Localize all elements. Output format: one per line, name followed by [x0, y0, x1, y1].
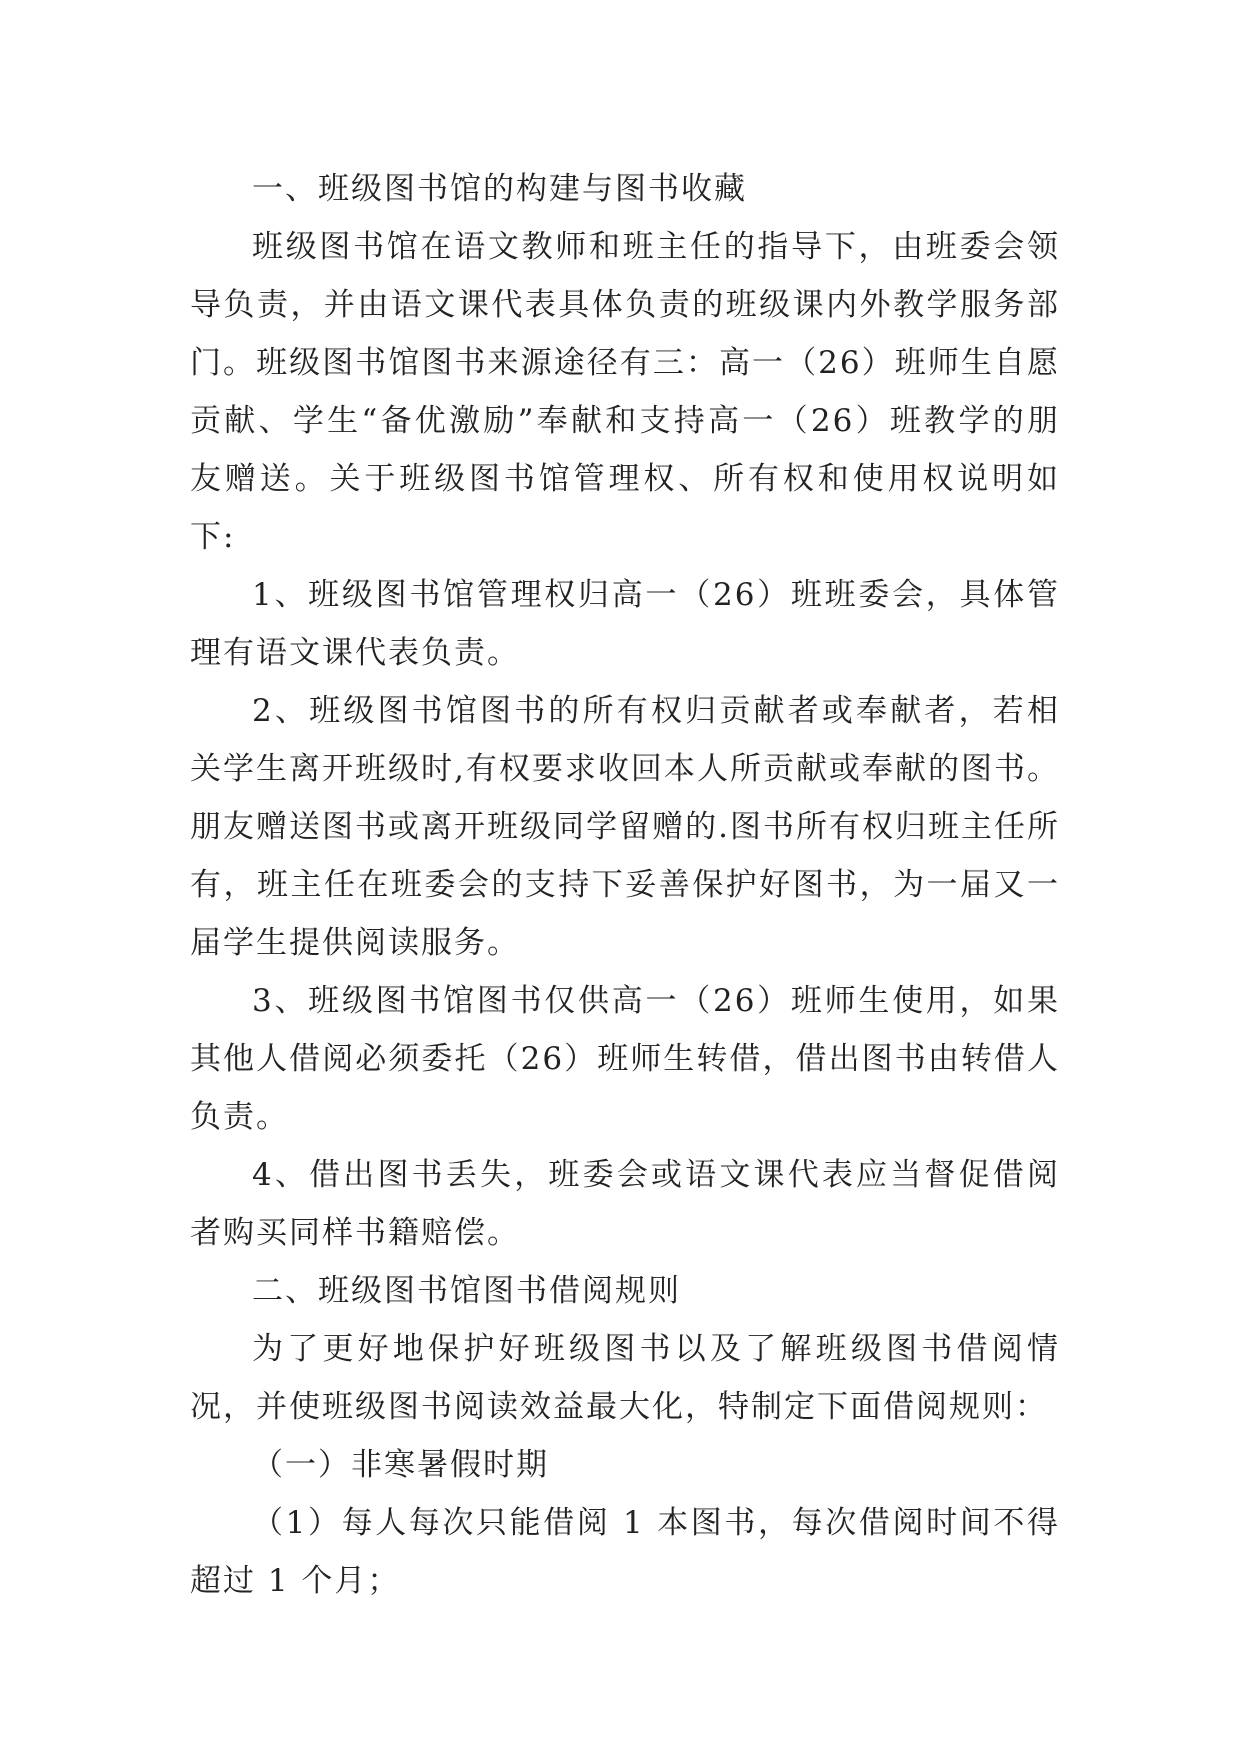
section-heading-1: 一、班级图书馆的构建与图书收藏: [252, 171, 747, 207]
subsection-heading-1: （一）非寒暑假时期: [252, 1447, 549, 1483]
list-item-2: 2、班级图书馆图书的所有权归贡献者或奉献者，若相关学生离开班级时,有权要求收回本人所贡献或奉献的图书。朋友赠送图书或离开班级同学留赠的.图书所有权归班主任所有，班主任在班委会的支持下妥善保护好图书，为一届又一届学生提供阅读服务。: [190, 693, 1060, 961]
list-item-4: 4、借出图书丢失，班委会或语文课代表应当督促借阅者购买同样书籍赔偿。: [190, 1157, 1060, 1251]
list-item-1: 1、班级图书馆管理权归高一（26）班班委会，具体管理有语文课代表负责。: [190, 577, 1060, 671]
list-item-3: 3、班级图书馆图书仅供高一（26）班师生使用，如果其他人借阅必须委托（26）班师生转借，借出图书由转借人负责。: [190, 983, 1060, 1135]
document-body: [190, 160, 1060, 1610]
paragraph-rules-intro: 为了更好地保护好班级图书以及了解班级图书借阅情况，并使班级图书阅读效益最大化，特制定下面借阅规则：: [190, 1331, 1060, 1425]
section-heading-2: 二、班级图书馆图书借阅规则: [252, 1273, 681, 1309]
rule-item-1: （1）每人每次只能借阅 1 本图书，每次借阅时间不得超过 1 个月；: [190, 1505, 1060, 1599]
paragraph-intro: 班级图书馆在语文教师和班主任的指导下，由班委会领导负责，并由语文课代表具体负责的班级课内外教学服务部门。班级图书馆图书来源途径有三：高一（26）班师生自愿贡献、学生“备优激励”奉献和支持高一（26）班教学的朋友赠送。关于班级图书馆管理权、所有权和使用权说明如下:: [190, 229, 1060, 555]
